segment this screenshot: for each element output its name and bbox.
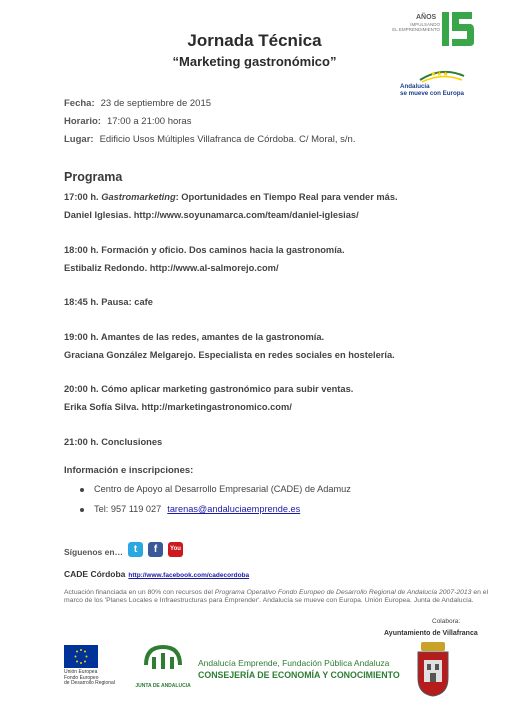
info-heading: Información e inscripciones: <box>64 465 194 476</box>
andalucia-emprende-label: Andalucía Emprende, Fundación Pública Andaluza <box>198 658 390 668</box>
program-item-5-speaker: Erika Sofía Silva. http://marketingastronomico.com/ <box>64 402 292 412</box>
logo-15-years-label: AÑOS <box>416 14 437 21</box>
cade-label: CADE Córdoba <box>64 569 126 579</box>
svg-text:★★★: ★★★ <box>430 71 449 78</box>
junta-andalucia-logo <box>138 643 188 681</box>
follow-label: Síguenos en… <box>64 547 124 557</box>
fecha-label: Fecha: <box>64 98 95 109</box>
villafranca-coat-of-arms-icon <box>412 640 454 698</box>
programa-heading: Programa <box>64 170 123 184</box>
horario-value: 17:00 a 21:00 horas <box>106 116 192 127</box>
cade-cordoba-row <box>64 569 249 579</box>
cade-facebook-link[interactable]: http://www.facebook.com/cadecordoba <box>128 572 250 579</box>
program-item-3-title: 18:45 h. Pausa: cafe <box>64 297 153 307</box>
program-item-4-title: 19:00 h. Amantes de las redes, amantes de la gastronomía. <box>64 332 325 342</box>
bullet-dot <box>80 488 84 492</box>
andalucia-europa-logo <box>418 68 466 84</box>
info-bullet-cade: Centro de Apoyo al Desarrollo Empresarial (CADE) de Adamuz <box>80 484 351 494</box>
program-item-5-title: 20:00 h. Cómo aplicar marketing gastronómico para subir ventas. <box>64 384 354 394</box>
program-item-2-speaker: Estibaliz Redondo. http://www.al-salmorejo.com/ <box>64 263 279 273</box>
horario-row <box>64 116 191 127</box>
info-bullet-contact: Tel: 957 119 027 tarenas@andaluciaemprende.es <box>80 504 300 514</box>
program-item-2-title: 18:00 h. Formación y oficio. Dos caminos hacia la gastronomía. <box>64 245 345 255</box>
fecha-value: 23 de septiembre de 2015 <box>100 98 212 109</box>
page-subtitle: “Marketing gastronómico” <box>172 54 337 69</box>
email-link[interactable]: tarenas@andaluciaemprende.es <box>167 504 301 514</box>
andalucia-europa-text: Andalucía se mueve con Europa <box>400 83 464 97</box>
logo-15-tagline: IMPULSANDO EL EMPRENDIMIENTO <box>392 22 440 32</box>
lugar-value: Edificio Usos Múltiples Villafranca de Córdoba. C/ Moral, s/n. <box>99 134 356 145</box>
program-item-6-title: 21:00 h. Conclusiones <box>64 437 163 447</box>
bullet-dot <box>80 508 84 512</box>
twitter-icon[interactable]: t <box>128 542 143 557</box>
program-item-1-speaker: Daniel Iglesias. http://www.soyunamarca.com/team/daniel-iglesias/ <box>64 210 359 220</box>
lugar-row <box>64 134 355 145</box>
facebook-icon[interactable]: f <box>148 542 163 557</box>
junta-emblem-icon <box>138 643 188 681</box>
colabora-label: Colabora: <box>432 618 461 625</box>
junta-label: JUNTA DE ANDALUCIA <box>135 683 191 689</box>
andalucia-stars-icon <box>418 68 466 84</box>
eu-label: Unión Europea Fondo Europeo de Desarrollo Regional <box>64 669 115 686</box>
ayuntamiento-label: Ayuntamiento de Villafranca <box>384 630 478 637</box>
eu-flag-icon <box>64 645 98 668</box>
youtube-icon[interactable]: You <box>168 542 183 557</box>
consejeria-label: CONSEJERÍA DE ECONOMÍA Y CONOCIMIENTO <box>198 670 400 680</box>
program-item-4-speaker: Graciana González Melgarejo. Especialista en redes sociales en hostelería. <box>64 350 395 360</box>
funding-note: Actuación financiada en un 80% con recursos del Programa Operativo Fondo Europeo de Desarrollo Regional de Andalucía 2007-2013 en el marco de los 'Planes Locales e Infraestructuras para Emprender'. Andalucía se mueve con Europa. Unión Europea. Junta de Andalucía. <box>64 589 489 605</box>
fecha-row <box>64 98 211 109</box>
program-item-1-title: 17:00 h. Gastromarketing: Oportunidades en Tiempo Real para vender más. <box>64 192 398 202</box>
horario-label: Horario: <box>64 116 101 127</box>
lugar-label: Lugar: <box>64 134 94 145</box>
page-title: Jornada Técnica <box>187 31 322 50</box>
